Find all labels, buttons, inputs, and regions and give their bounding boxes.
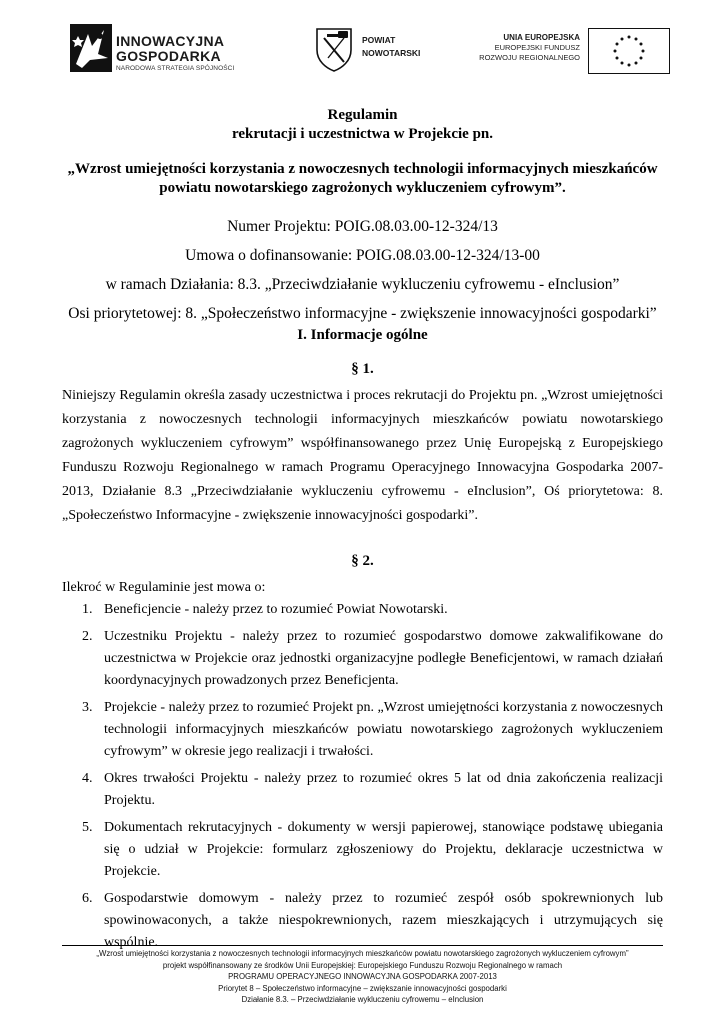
powiat-logo-line1: POWIAT	[362, 35, 396, 45]
paragraph-1-title: § 1.	[351, 361, 374, 377]
unia-europejska-logo	[470, 28, 670, 74]
ue-logo-line3: ROZWOJU REGIONALNEGO	[479, 53, 580, 62]
list-item-number: 1.	[82, 602, 93, 617]
list-item-number: 6.	[82, 891, 93, 906]
ig-logo-line1: INNOWACYJNA	[116, 33, 225, 49]
ig-logo-line2: GOSPODARKA	[116, 48, 221, 64]
paragraph-1-text: Niniejszy Regulamin określa zasady uczestnictwa i proces rekrutacji do Projektu pn. „Wzrost umiejętności korzystania z nowoczesnych technologii informacyjnych mieszkańców powiatu nowotarskiego zagrożonych wykluczeniem cyfrowym” współfinansowanego przez Unię Europejską z Europejskiego Funduszu Rozwoju Regionalnego w ramach Programu Operacyjnego Innowacyjna Gospodarka 2007-2013, Działanie 8.3 „Przeciwdziałanie wykluczeniu cyfrowemu - eInclusion”, Oś priorytetowa: 8. „Społeczeństwo Informacyjne - zwiększenie innowacyjności gospodarki”.	[62, 388, 663, 523]
paragraph-1-body	[62, 384, 663, 528]
ue-logo-text	[479, 32, 580, 63]
measure-line: w ramach Działania: 8.3. „Przeciwdziałanie wykluczeniu cyfrowemu - eInclusion”	[105, 276, 620, 293]
powiat-logo-line2: NOWOTARSKI	[362, 48, 421, 58]
funding-agreement: Umowa o dofinansowanie: POIG.08.03.00-12-324/13-00	[185, 247, 540, 264]
footer-line1: „Wzrost umiejętności korzystania z nowoczesnych technologii informacyjnych mieszkańców powiatu nowotarskiego zagrożonych wykluczeniem cyfrowym”	[96, 949, 629, 958]
footer-line3: PROGRAMU OPERACYJNEGO INNOWACYJNA GOSPODARKA 2007-2013	[228, 972, 497, 981]
list-item-text: Okres trwałości Projektu - należy przez to rozumieć okres 5 lat od dnia zakończenia realizacji Projektu.	[104, 771, 663, 808]
list-item-text: Projekcie - należy przez to rozumieć Projekt pn. „Wzrost umiejętności korzystania z nowoczesnych technologii informacyjnych mieszkańców powiatu nowotarskiego zagrożonych wykluczeniem cyfrowym” w okresie jego realizacji i trwałości.	[104, 700, 663, 759]
section-1-heading: I. Informacje ogólne	[297, 327, 428, 343]
project-name-line2: powiatu nowotarskiego zagrożonych wykluczeniem cyfrowym”.	[159, 180, 566, 196]
list-item	[62, 599, 663, 621]
powiat-crest-icon	[314, 26, 354, 72]
powiat-nowotarski-logo	[314, 26, 444, 76]
ig-logo-subtitle: NARODOWA STRATEGIA SPÓJNOŚCI	[116, 65, 235, 72]
list-item-text: Dokumentach rekrutacyjnych - dokumenty w wersji papierowej, stanowiące podstawę ubiegania się o udział w Projekcie: formularz zgłoszeniowy do Projektu, deklaracje uczestnictwa w Projekcie.	[104, 820, 663, 879]
ue-logo-line2: EUROPEJSKI FUNDUSZ	[494, 43, 580, 52]
ig-emblem-icon	[70, 24, 112, 72]
list-item-number: 5.	[82, 820, 93, 835]
paragraph-2-intro-text: Ilekroć w Regulaminie jest mowa o:	[62, 580, 266, 595]
footer-line2: projekt współfinansowany ze środków Unii Europejskiej: Europejskiego Funduszu Rozwoju Regionalnego w ramach	[162, 960, 563, 970]
project-number: Numer Projektu: POIG.08.03.00-12-324/13	[227, 218, 498, 235]
list-item-text: Uczestniku Projektu - należy przez to rozumieć gospodarstwo domowe zakwalifikowane do uczestnictwa w Projekcie oraz jednostki organizacyjne podległe Beneficjentowi, w ramach działań koordynacyjnych prowadzonych przez Beneficjenta.	[104, 629, 663, 688]
innowacyjna-gospodarka-logo	[70, 24, 240, 76]
project-name-line1: „Wzrost umiejętności korzystania z nowoczesnych technologii informacyjnych mieszkańców	[67, 161, 658, 177]
list-item-text: Beneficjencie - należy przez to rozumieć Powiat Nowotarski.	[104, 602, 448, 617]
footer-line5: Działanie 8.3. – Przeciwdziałanie wykluczeniu cyfrowemu – eInclusion	[241, 995, 484, 1004]
definitions-list	[62, 599, 663, 959]
document-title: Regulamin	[327, 107, 398, 123]
footer-line4: Priorytet 8 – Społeczeństwo informacyjne – zwiększanie innowacyjności gospodarki	[218, 983, 507, 993]
page-footer	[40, 948, 685, 1006]
ue-logo-line1: UNIA EUROPEJSKA	[503, 33, 580, 42]
list-item-text: Gospodarstwie domowym - należy przez to rozumieć zespół osób spokrewnionych lub spowinowaconych, a także niespokrewnionych, razem mieszkających i utrzymujących się wspólnie.	[104, 891, 663, 950]
document-subtitle: rekrutacji i uczestnictwa w Projekcie pn.	[231, 126, 494, 142]
list-item-number: 4.	[82, 771, 93, 786]
document-title-block	[62, 106, 663, 328]
list-item	[62, 768, 663, 812]
list-item	[62, 817, 663, 883]
paragraph-2-title: § 2.	[351, 553, 374, 569]
footer-divider	[62, 945, 663, 946]
eu-flag-icon	[588, 28, 670, 74]
list-item	[62, 697, 663, 763]
page-header	[0, 0, 725, 90]
paragraph-2-intro	[62, 576, 663, 600]
priority-axis-line: Osi priorytetowej: 8. „Społeczeństwo informacyjne - zwiększenie innowacyjności gospodarki”	[68, 305, 657, 322]
list-item-number: 2.	[82, 629, 93, 644]
list-item	[62, 626, 663, 692]
list-item-number: 3.	[82, 700, 93, 715]
